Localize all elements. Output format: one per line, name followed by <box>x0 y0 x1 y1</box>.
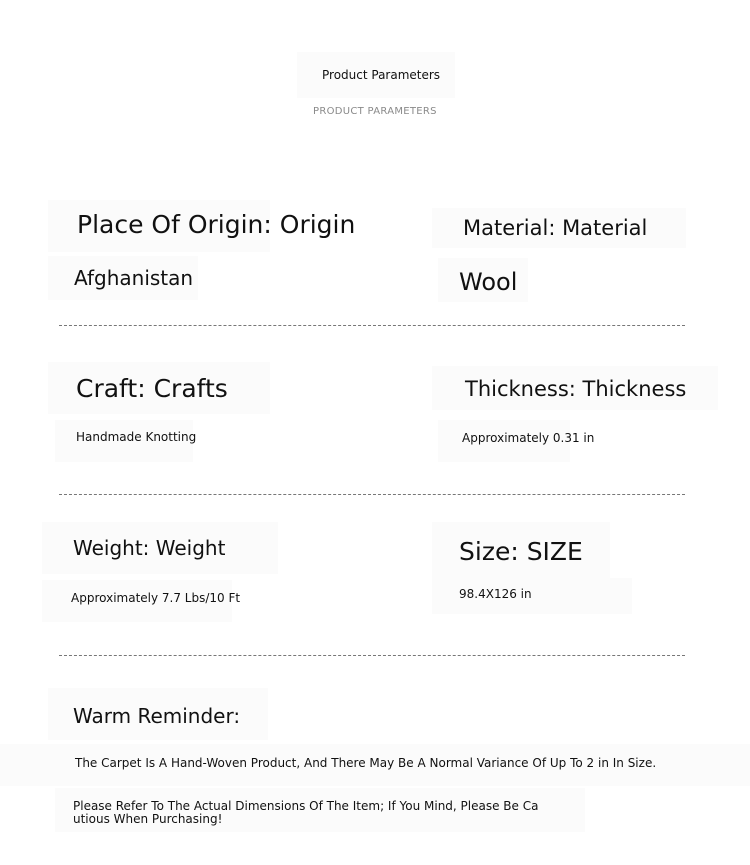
craft-value: Handmade Knotting <box>76 430 197 444</box>
reminder-title: Warm Reminder: <box>73 704 241 728</box>
weight-value: Approximately 7.7 Lbs/10 Ft <box>71 591 241 605</box>
size-label: Size: SIZE <box>459 537 583 566</box>
thickness-label: Thickness: Thickness <box>465 377 687 401</box>
divider-3 <box>59 655 685 656</box>
reminder-line2a: Please Refer To The Actual Dimensions Of The Item; If You Mind, Please Be Ca <box>73 799 539 813</box>
page-subtitle: PRODUCT PARAMETERS <box>313 106 437 117</box>
material-label: Material: Material <box>463 216 648 240</box>
reminder-line2b: utious When Purchasing! <box>73 812 223 826</box>
weight-label: Weight: Weight <box>73 536 226 560</box>
material-value: Wool <box>459 268 518 296</box>
origin-label: Place Of Origin: Origin <box>77 210 356 239</box>
divider-1 <box>59 325 685 326</box>
origin-value: Afghanistan <box>74 266 194 290</box>
page-title: Product Parameters <box>322 68 441 82</box>
divider-2 <box>59 494 685 495</box>
craft-label: Craft: Crafts <box>76 374 228 403</box>
thickness-value: Approximately 0.31 in <box>462 431 595 445</box>
size-value: 98.4X126 in <box>459 587 532 601</box>
reminder-line1: The Carpet Is A Hand-Woven Product, And There May Be A Normal Variance Of Up To 2 in In Size. <box>75 756 657 770</box>
